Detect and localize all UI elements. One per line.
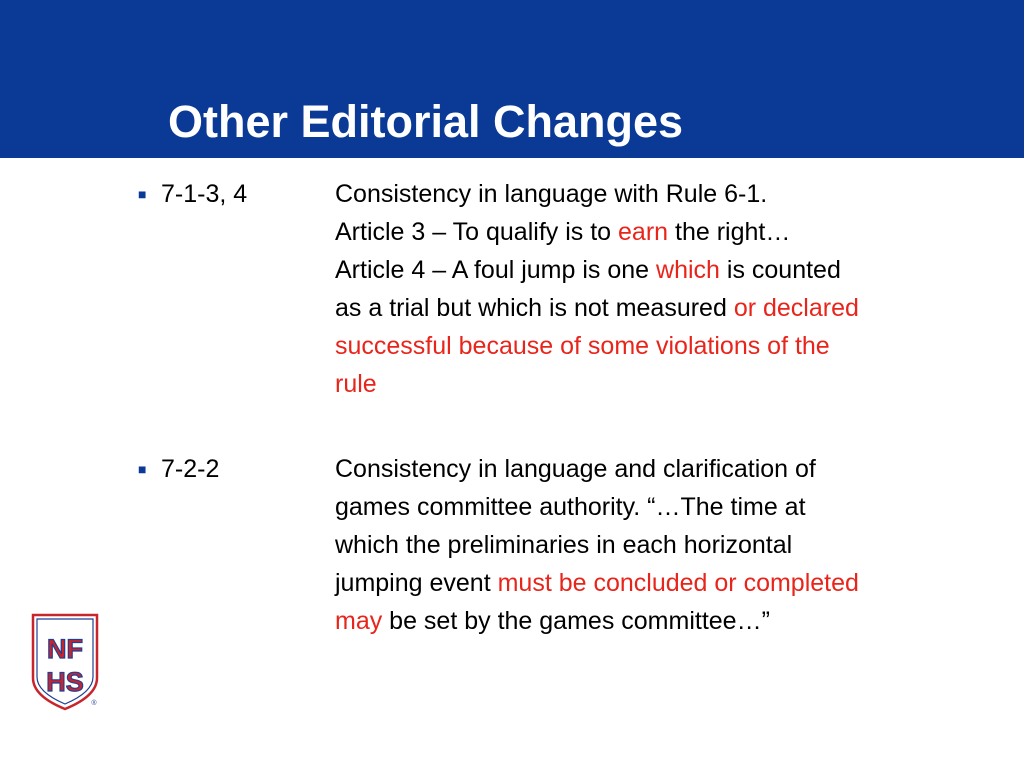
desc-line <box>335 251 1005 289</box>
nfhs-shield-logo <box>30 612 100 712</box>
desc-line <box>335 564 1005 602</box>
desc-line: Consistency in language and clarification of <box>335 455 816 483</box>
desc-text: is counted <box>719 256 841 284</box>
svg-text:HS: HS <box>46 667 84 697</box>
item-description <box>335 450 1005 640</box>
svg-text:®: ® <box>91 700 97 707</box>
highlight-line: successful because of some violations of the <box>335 332 830 360</box>
desc-text: Article 3 – To qualify is to <box>335 218 619 246</box>
highlight-text: or declared <box>733 294 859 322</box>
item-description <box>335 175 1005 403</box>
desc-text: be set by the games committee…” <box>382 607 770 635</box>
rule-reference: 7-2-2 <box>161 455 220 483</box>
slide-title: Other Editorial Changes <box>168 96 684 147</box>
desc-line: which the preliminaries in each horizontal <box>335 531 793 559</box>
desc-line: Consistency in language with Rule 6-1. <box>335 180 768 208</box>
highlight-text: earn <box>618 218 669 246</box>
nfhs-shield-icon <box>30 612 100 712</box>
desc-line <box>335 602 1005 640</box>
desc-text: Article 4 – A foul jump is one <box>335 256 657 284</box>
square-bullet-icon: ■ <box>138 461 147 477</box>
desc-text: as a trial but which is not measured <box>335 294 734 322</box>
desc-line: games committee authority. “…The time at <box>335 493 806 521</box>
desc-line <box>335 289 1005 327</box>
rule-reference: 7-1-3, 4 <box>161 180 248 208</box>
svg-text:NF: NF <box>47 634 83 664</box>
highlight-line: rule <box>335 370 377 398</box>
highlight-text: may <box>335 607 383 635</box>
highlight-text: must be concluded or completed <box>497 569 859 597</box>
desc-text: the right… <box>668 218 791 246</box>
square-bullet-icon: ■ <box>138 186 147 202</box>
desc-line <box>335 213 1005 251</box>
highlight-text: which <box>656 256 720 284</box>
desc-text: jumping event <box>335 569 498 597</box>
